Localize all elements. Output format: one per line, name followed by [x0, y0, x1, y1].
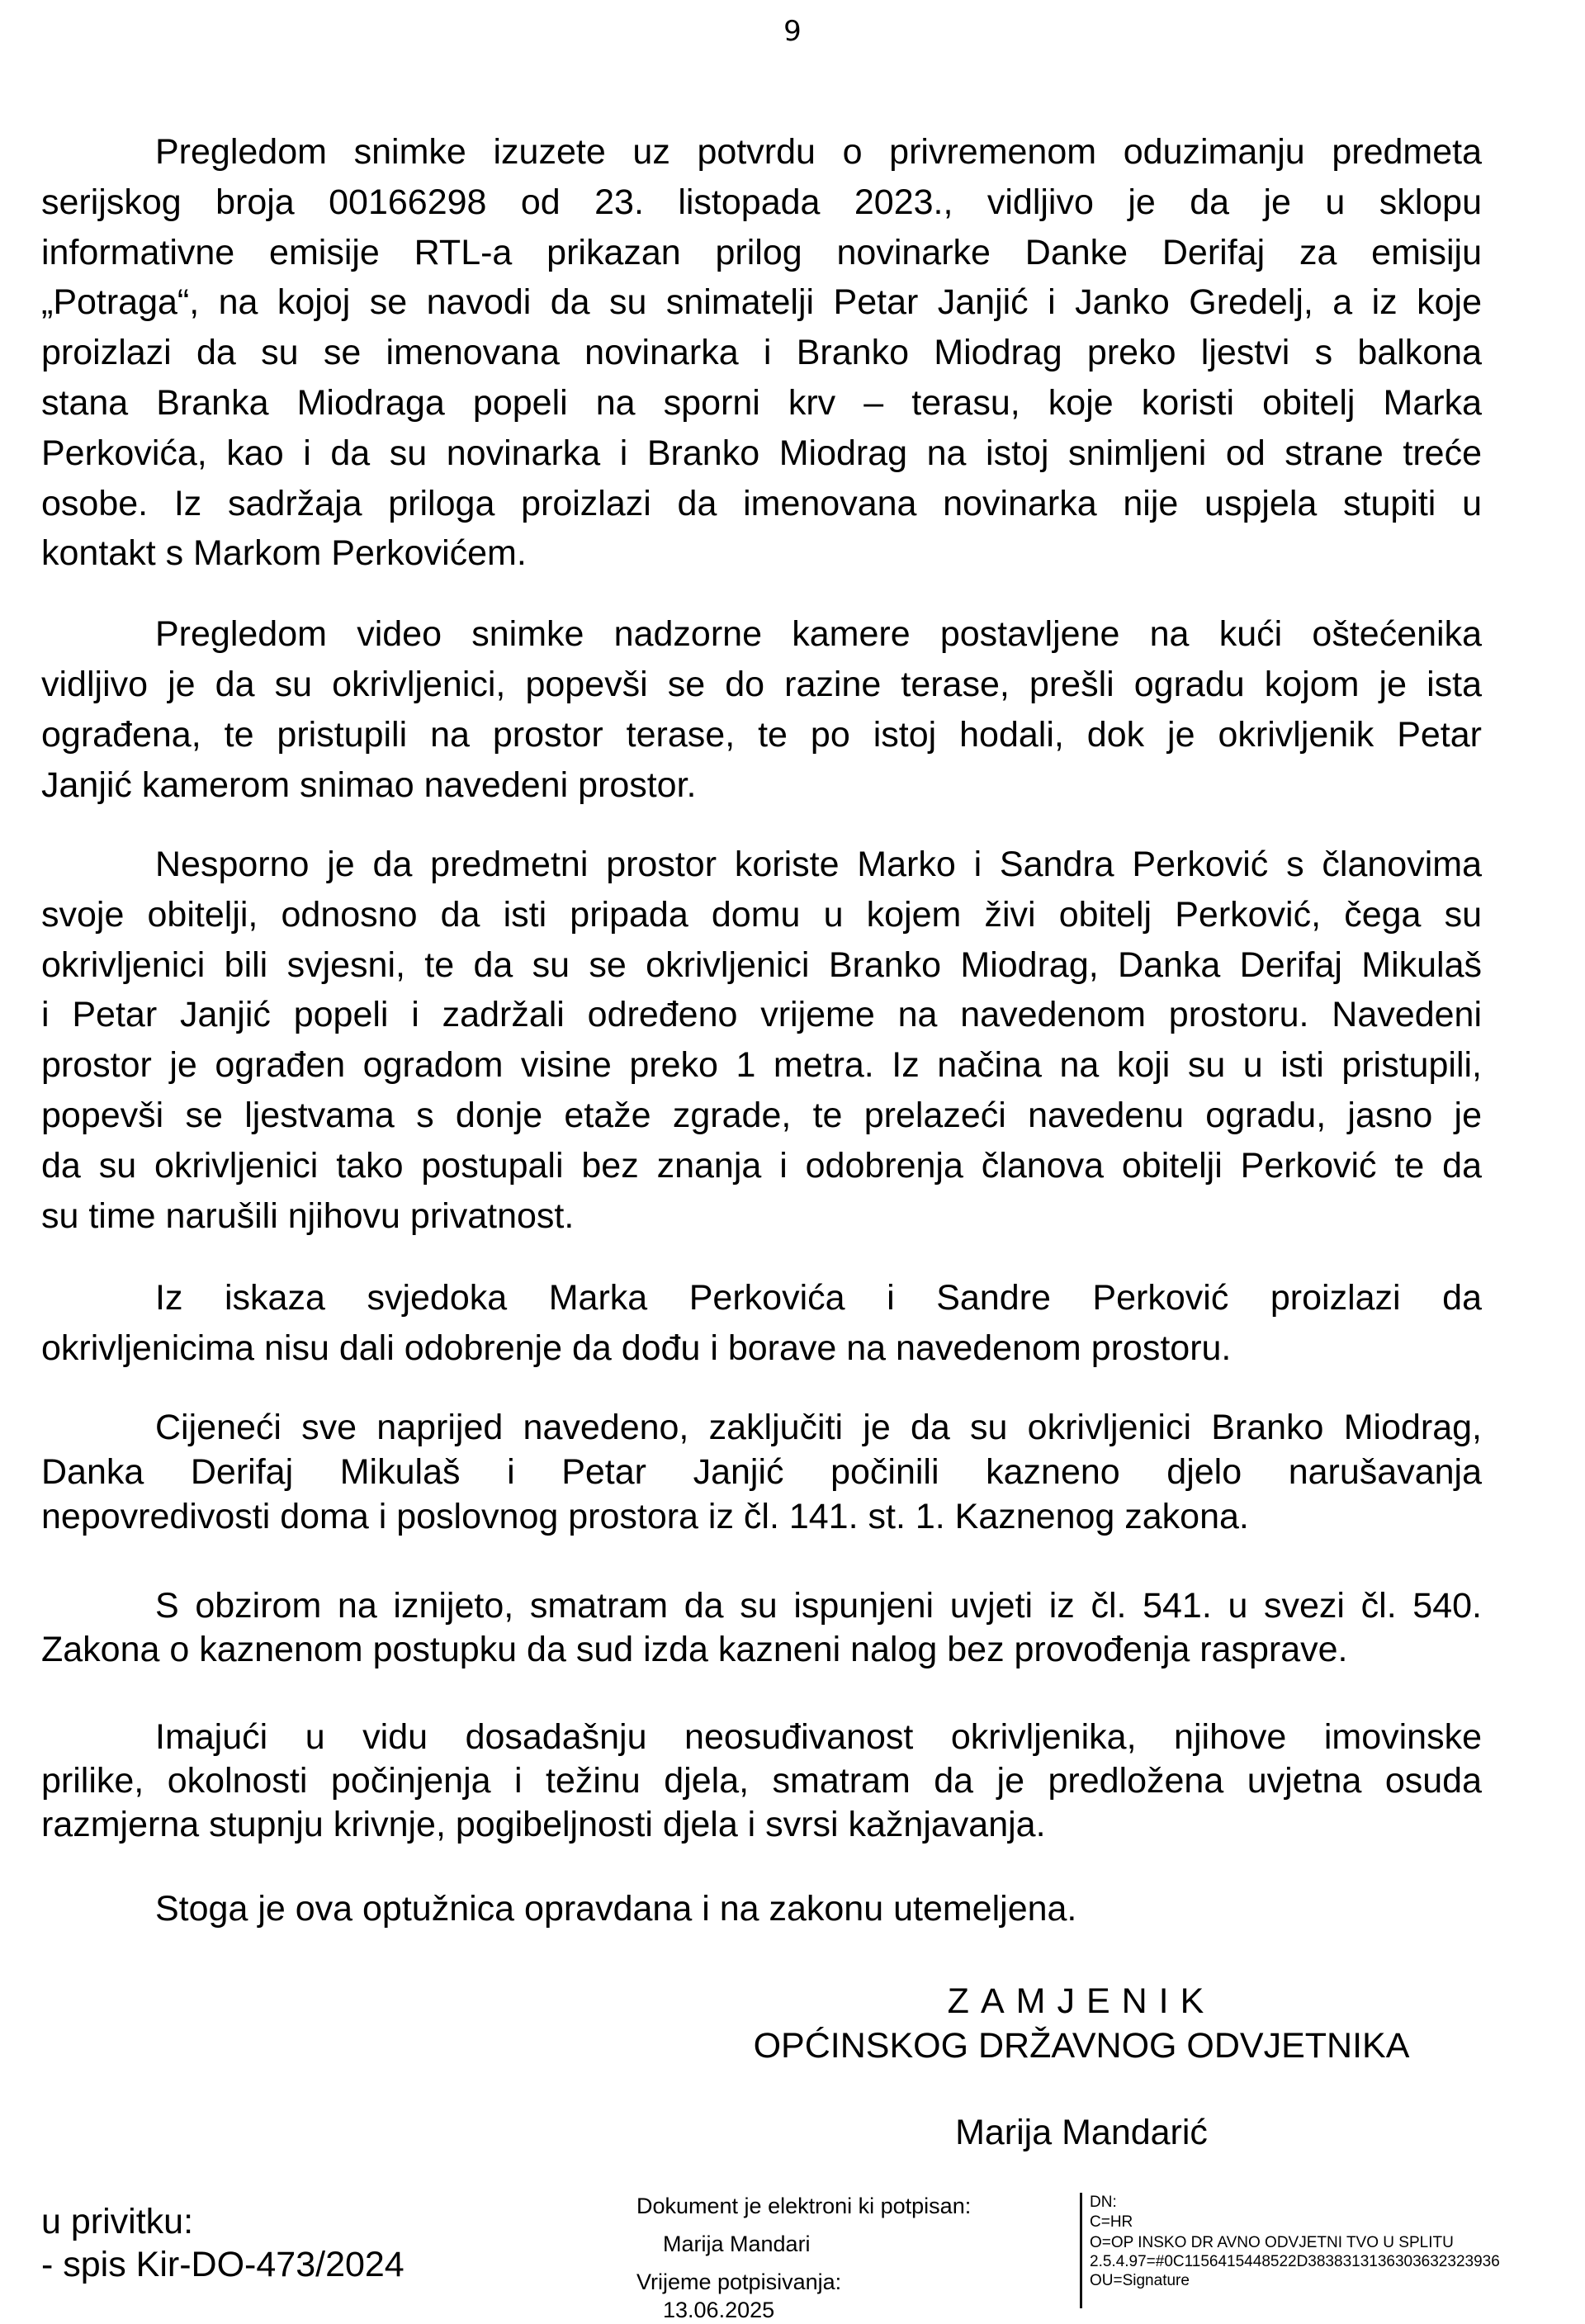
- signatory-name: Marija Mandarić: [955, 2113, 1208, 2152]
- e-signature-dn-line: O=OP INSKO DR AVNO ODVJETNI TVO U SPLITU: [1090, 2234, 1454, 2251]
- paragraph-line: su time narušili njihovu privatnost.: [41, 1195, 575, 1236]
- page-number: 9: [783, 15, 802, 48]
- e-signature-dn-line: DN:: [1090, 2194, 1117, 2211]
- paragraph-line: Nesporno je da predmetni prostor koriste Marko i Sandra Perković s članovima: [155, 845, 1482, 884]
- e-signature-dn-line: C=HR: [1090, 2213, 1133, 2231]
- paragraph-line: svoje obitelji, odnosno da isti pripada domu u kojem živi obitelj Perković, čega su: [41, 894, 1482, 935]
- paragraph-line: Cijeneći sve naprijed navedeno, zaključiti je da su okrivljenici Branko Miodrag,: [155, 1408, 1482, 1447]
- paragraph-line: Danka Derifaj Mikulaš i Petar Janjić počinili kazneno djelo narušavanja: [41, 1452, 1482, 1492]
- paragraph-line: razmjerna stupnju krivnje, pogibeljnosti djela i svrsi kažnjavanja.: [41, 1805, 1046, 1844]
- paragraph-line: vidljivo je da su okrivljenici, popevši se do razine terase, prešli ogradu kojom je ista: [41, 665, 1482, 704]
- e-signature-dn-line: OU=Signature: [1090, 2272, 1190, 2289]
- e-signature-time-value: 13.06.2025: [663, 2298, 775, 2322]
- e-signature-time-label: Vrijeme potpisivanja:: [636, 2270, 842, 2294]
- paragraph-line: prostor je ograđen ogradom visine preko 1 metra. Iz načina na koji su u isti pristupili,: [41, 1045, 1482, 1086]
- paragraph-line: proizlazi da su se imenovana novinarka i Branko Miodrag preko ljestvi s balkona: [41, 333, 1482, 373]
- paragraph-line: okrivljenicima nisu dali odobrenje da dođu i borave na navedenom prostoru.: [41, 1328, 1232, 1368]
- paragraph-line: popevši se ljestvama s donje etaže zgrade, te prelazeći navedenu ogradu, jasno je: [41, 1096, 1482, 1135]
- paragraph-line: da su okrivljenici tako postupali bez znanja i odobrenja članova obitelji Perković te da: [41, 1145, 1482, 1186]
- paragraph-line: Stoga je ova optužnica opravdana i na zakonu utemeljena.: [155, 1889, 1077, 1929]
- signature-title-role: ZAMJENIK: [947, 1981, 1216, 2021]
- attachment-label: u privitku:: [41, 2202, 194, 2241]
- paragraph-line: Pregledom snimke izuzete uz potvrdu o privremenom oduzimanju predmeta: [155, 132, 1482, 172]
- paragraph-line: stana Branka Miodraga popeli na sporni krv – terasu, koje koristi obitelj Marka: [41, 383, 1482, 423]
- e-signature-signed-label: Dokument je elektroni ki potpisan:: [636, 2194, 972, 2218]
- e-signature-divider: [1080, 2193, 1082, 2308]
- e-signature-dn-line: 2.5.4.97=#0C1156415448522D3838313136303632323936: [1090, 2253, 1500, 2270]
- paragraph-line: kontakt s Markom Perkovićem.: [41, 533, 527, 574]
- paragraph-line: Pregledom video snimke nadzorne kamere postavljene na kući oštećenika: [155, 614, 1482, 654]
- attachment-item: - spis Kir-DO-473/2024: [41, 2245, 405, 2284]
- paragraph-line: okrivljenici bili svjesni, te da su se okrivljenici Branko Miodrag, Danka Derifaj Mikulaš: [41, 944, 1482, 985]
- paragraph-line: serijskog broja 00166298 od 23. listopada 2023., vidljivo je da je u sklopu: [41, 182, 1482, 222]
- e-signature-signer: Marija Mandari: [663, 2232, 811, 2256]
- paragraph-line: Imajući u vidu dosadašnju neosuđivanost okrivljenika, njihove imovinske: [155, 1717, 1482, 1757]
- paragraph-line: Iz iskaza svjedoka Marka Perkovića i Sandre Perković proizlazi da: [155, 1278, 1482, 1318]
- paragraph-line: S obzirom na iznijeto, smatram da su ispunjeni uvjeti iz čl. 541. u svezi čl. 540.: [155, 1586, 1482, 1626]
- paragraph-line: „Potraga“, na kojoj se navodi da su snimatelji Petar Janjić i Janko Gredelj, a iz koje: [41, 282, 1482, 323]
- paragraph-line: Perkovića, kao i da su novinarka i Branko Miodrag na istoj snimljeni od strane treće: [41, 433, 1482, 473]
- paragraph-line: Zakona o kaznenom postupku da sud izda kazneni nalog bez provođenja rasprave.: [41, 1630, 1348, 1669]
- signature-title-office: OPĆINSKOG DRŽAVNOG ODVJETNIKA: [753, 2026, 1410, 2066]
- paragraph-line: osobe. Iz sadržaja priloga proizlazi da imenovana novinarka nije uspjela stupiti u: [41, 483, 1482, 523]
- paragraph-line: i Petar Janjić popeli i zadržali određeno vrijeme na navedenom prostoru. Navedeni: [41, 995, 1482, 1035]
- paragraph-line: nepovredivosti doma i poslovnog prostora iz čl. 141. st. 1. Kaznenog zakona.: [41, 1497, 1249, 1536]
- paragraph-line: ograđena, te pristupili na prostor terase, te po istoj hodali, dok je okrivljenik Petar: [41, 715, 1482, 755]
- paragraph-line: prilike, okolnosti počinjenja i težinu djela, smatram da je predložena uvjetna osuda: [41, 1761, 1482, 1801]
- paragraph-line: Janjić kamerom snimao navedeni prostor.: [41, 765, 697, 805]
- paragraph-line: informativne emisije RTL-a prikazan prilog novinarke Danke Derifaj za emisiju: [41, 232, 1482, 272]
